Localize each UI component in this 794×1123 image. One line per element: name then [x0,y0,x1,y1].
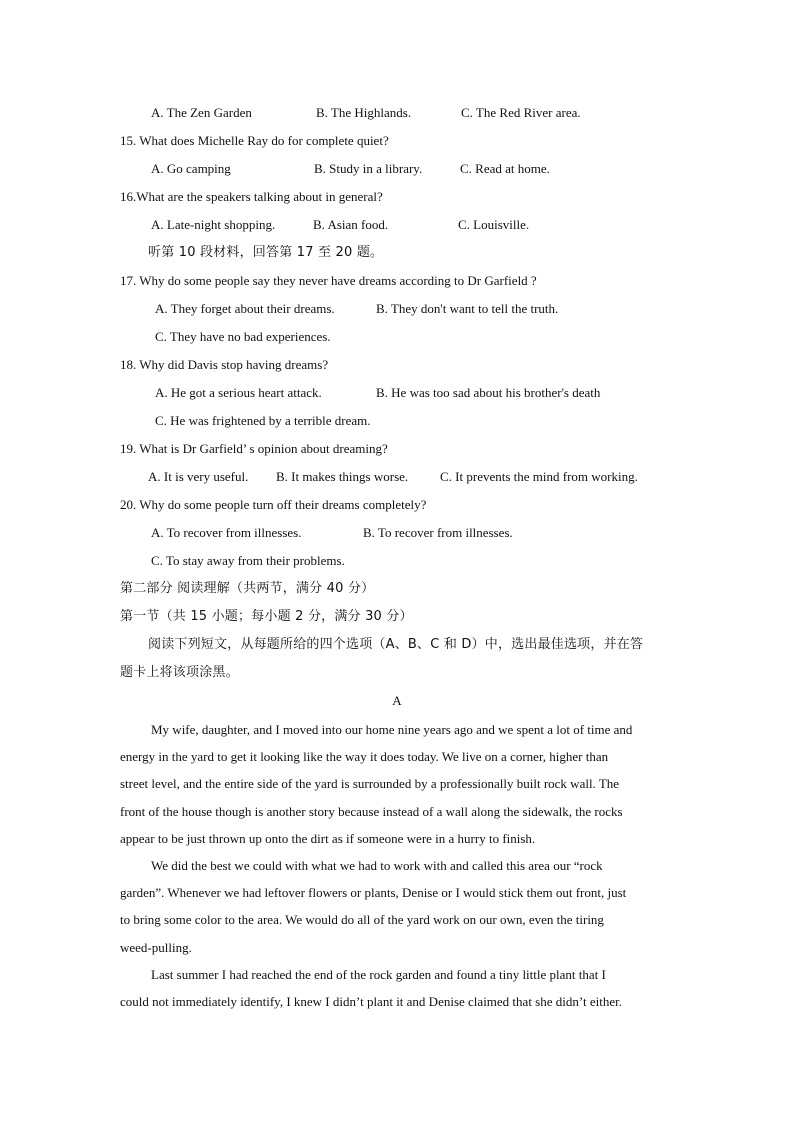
q15-stem: 15. What does Michelle Ray do for complete quiet? [120,133,389,148]
q14-option-b: B. The Highlands. [316,105,412,120]
passage-line: street level, and the entire side of the yard is surrounded by a professionally built rock wall. The [120,776,620,792]
q18-option-b: B. He was too sad about his brother's death [376,385,601,400]
q17-option-b: B. They don't want to tell the truth. [376,301,559,316]
passage-label: A [392,693,402,708]
q19-option-b: B. It makes things worse. [276,469,409,484]
passage-line: energy in the yard to get it looking like the way it does today. We live on a corner, higher than [120,749,609,765]
q20-option-a: A. To recover from illnesses. [151,525,302,540]
q18-stem: 18. Why did Davis stop having dreams? [120,357,329,372]
passage-line: weed-pulling. [120,939,192,955]
q16-option-c: C. Louisville. [458,217,530,232]
passage-line: My wife, daughter, and I moved into our home nine years ago and we spent a lot of time and [151,722,633,737]
passage-paragraph-2 [120,852,674,961]
q17-option-a: A. They forget about their dreams. [155,301,335,316]
q16-option-b: B. Asian food. [313,217,389,232]
passage-paragraph-1 [120,716,674,852]
passage-line: Last summer I had reached the end of the rock garden and found a tiny little plant that I [151,967,606,982]
passage-line: could not immediately identify, I knew I didn’t plant it and Denise claimed that she didn’t either. [120,994,622,1010]
q19-stem: 19. What is Dr Garfield’ s opinion about dreaming? [120,441,388,456]
passage-line: appear to be just thrown up onto the dirt as if someone were in a hurry to finish. [120,830,536,846]
instructions-line-1: 阅读下列短文，从每题所给的四个选项（A、B、C 和 D）中，选出最佳选项，并在答 [148,637,644,652]
q18-option-a: A. He got a serious heart attack. [155,385,322,400]
q15-option-c: C. Read at home. [460,161,550,176]
passage-line: front of the house though is another story because instead of a wall along the sidewalk, the rocks [120,803,623,819]
q17-option-c: C. They have no bad experiences. [155,329,331,344]
q14-option-c: C. The Red River area. [461,105,581,120]
q14-option-a: A. The Zen Garden [151,105,252,120]
q18-option-c: C. He was frightened by a terrible dream. [155,413,371,428]
q16-option-a: A. Late-night shopping. [151,217,276,232]
passage-line: to bring some color to the area. We would do all of the yard work on our own, even the tiring [120,912,604,928]
part2-title: 第二部分 阅读理解（共两节，满分 40 分） [120,581,375,596]
q20-stem: 20. Why do some people turn off their dreams completely? [120,497,427,512]
q16-stem: 16.What are the speakers talking about in general? [120,189,383,204]
section1-title: 第一节（共 15 小题；每小题 2 分，满分 30 分） [120,609,413,624]
passage-line: We did the best we could with what we had to work with and called this area our “rock [151,858,603,873]
passage-line: garden”. Whenever we had leftover flowers or plants, Denise or I would stick them out front, just [120,885,627,901]
q15-option-a: A. Go camping [151,161,231,176]
q17-stem: 17. Why do some people say they never have dreams according to Dr Garfield ? [120,273,537,288]
instructions-line-2: 题卡上将该项涂黑。 [120,665,239,680]
q20-option-b: B. To recover from illnesses. [363,525,513,540]
listening-section-note: 听第 10 段材料，回答第 17 至 20 题。 [148,245,384,260]
q19-option-c: C. It prevents the mind from working. [440,469,638,484]
q15-option-b: B. Study in a library. [314,161,423,176]
q20-option-c: C. To stay away from their problems. [151,553,345,568]
passage-paragraph-3 [120,961,674,1015]
q19-option-a: A. It is very useful. [148,469,249,484]
